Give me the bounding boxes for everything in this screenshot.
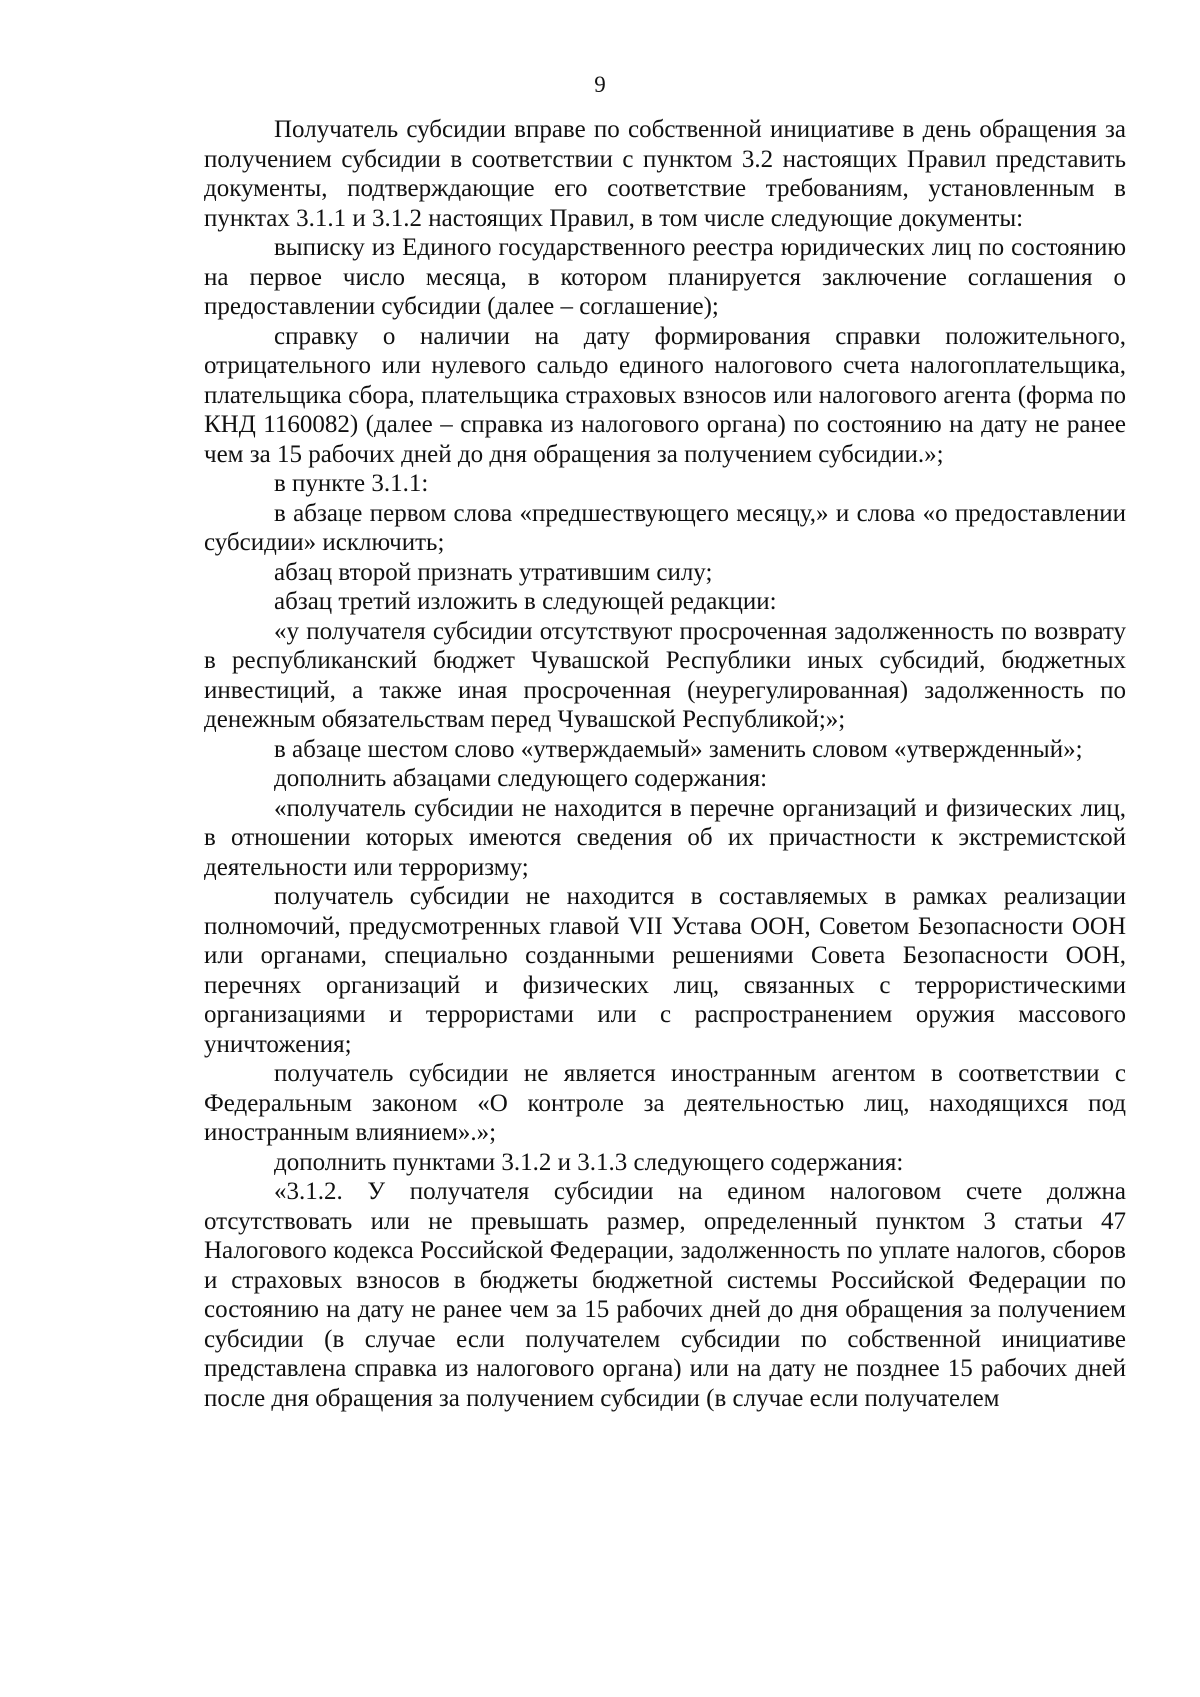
paragraph: дополнить абзацами следующего содержания: bbox=[274, 765, 768, 792]
paragraph: абзац второй признать утратившим силу; bbox=[274, 558, 713, 586]
paragraph: в пункте 3.1.1: bbox=[274, 470, 429, 497]
paragraph: получатель субсидии не является иностранным агентом в соответствии с Федеральным законом «О контроле за деятельностью лиц, находящихся под иностранным влиянием».»; bbox=[204, 1060, 1126, 1146]
document-body bbox=[204, 115, 1126, 1413]
paragraph: «3.1.2. У получателя субсидии на едином налоговом счете должна отсутствовать или не превышать размер, определенный пунктом 3 статьи 47 Налогового кодекса Российской Федерации, задолженность по уплате налогов, сборов и страховых взносов в бюджеты бюджетной системы Российской Федерации по состоянию на дату не ранее чем за 15 рабочих дней до дня обращения за получением субсидии (в случае если получателем субсидии по собственной инициативе представлена справка из налогового органа) или на дату не позднее 15 рабочих дней после дня обращения за получением субсидии (в случае если получателем bbox=[204, 1178, 1126, 1412]
paragraph: дополнить пунктами 3.1.2 и 3.1.3 следующего содержания: bbox=[274, 1148, 904, 1176]
page-number: 9 bbox=[594, 72, 606, 97]
paragraph: «получатель субсидии не находится в перечне организаций и физических лиц, в отношении которых имеются сведения об их причастности к экстремистской деятельности или терроризму; bbox=[204, 794, 1126, 881]
paragraph: выписку из Единого государственного реестра юридических лиц по состоянию на первое число месяца, в котором планируется заключение соглашения о предоставлении субсидии (далее – соглашение); bbox=[204, 234, 1126, 320]
paragraph: абзац третий изложить в следующей редакции: bbox=[274, 588, 777, 615]
paragraph: получатель субсидии не находится в составляемых в рамках реализации полномочий, предусмотренных главой VII Устава ООН, Советом Безопасности ООН или органами, специально созданными решениями Совета Безопасности ООН, перечнях организаций и физических лиц, связанных с террористическими организациями и террористами или с распространением оружия массового уничтожения; bbox=[204, 883, 1126, 1058]
paragraph: справку о наличии на дату формирования справки положительного, отрицательного или нулевого сальдо единого налогового счета налогоплательщика, плательщика сбора, плательщика страховых взносов или налогового агента (форма по КНД 1160082) (далее – справка из налогового органа) по состоянию на дату не ранее чем за 15 рабочих дней до дня обращения за получением субсидии.»; bbox=[204, 322, 1126, 468]
paragraph: в абзаце шестом слово «утверждаемый» заменить словом «утвержденный»; bbox=[274, 735, 1083, 763]
paragraph: «у получателя субсидии отсутствуют просроченная задолженность по возврату в республиканский бюджет Чувашской Республики иных субсидий, бюджетных инвестиций, а также иная просроченная (неурегулированная) задолженность по денежным обязательствам перед Чувашской Республикой;»; bbox=[204, 617, 1126, 733]
paragraph: в абзаце первом слова «предшествующего месяцу,» и слова «о предоставлении субсидии» исключить; bbox=[204, 499, 1126, 556]
paragraph: Получатель субсидии вправе по собственной инициативе в день обращения за получением субсидии в соответствии с пунктом 3.2 настоящих Правил представить документы, подтверждающие его соответствие требованиям, установленным в пунктах 3.1.1 и 3.1.2 настоящих Правил, в том числе следующие документы: bbox=[204, 116, 1126, 232]
